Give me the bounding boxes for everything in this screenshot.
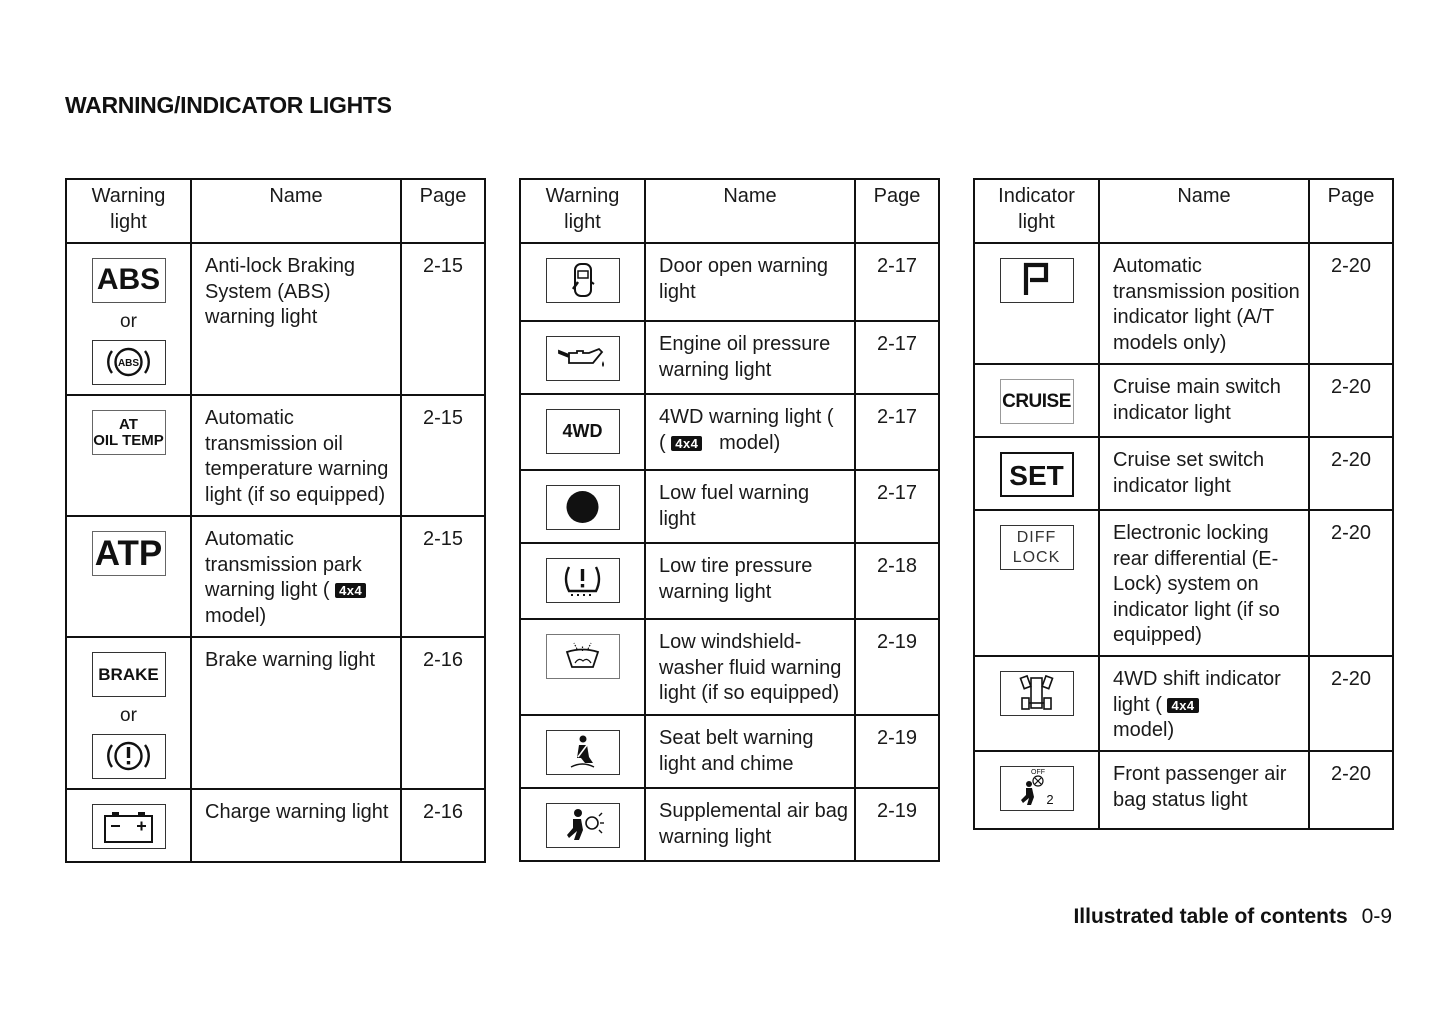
row-name: 4WD warning light ( ( 4x4 model) xyxy=(645,394,855,470)
row-name: Automatic transmission position indicator light (A/T models only) xyxy=(1099,243,1309,364)
table-header-row xyxy=(66,179,485,243)
header-name: Name xyxy=(1099,179,1309,243)
header-name: Name xyxy=(645,179,855,243)
row-name: Supplemental air bag warning light xyxy=(645,788,855,861)
table-row xyxy=(974,656,1393,751)
door-open-icon xyxy=(546,258,620,303)
row-name: Automatic transmission oil temperature warning light (if so equipped) xyxy=(191,395,401,516)
table-row xyxy=(520,394,939,470)
abs-icon: ABS xyxy=(92,258,166,303)
table-row xyxy=(974,437,1393,510)
row-name: Front passenger air bag status light xyxy=(1099,751,1309,829)
row-page: 2-15 xyxy=(401,243,485,395)
row-name: Seat belt warning light and chime xyxy=(645,715,855,788)
icon-cell xyxy=(974,510,1099,656)
table-row xyxy=(974,510,1393,656)
row-name: Low tire pressure warning light xyxy=(645,543,855,619)
row-name: Engine oil pressure warning light xyxy=(645,321,855,394)
table-row xyxy=(66,789,485,862)
row-page: 2-18 xyxy=(855,543,939,619)
row-page: 2-20 xyxy=(1309,437,1393,510)
table-row xyxy=(520,470,939,543)
tire-pressure-icon xyxy=(546,558,620,603)
table-row xyxy=(974,751,1393,829)
diff-lock-icon: DIFF LOCK xyxy=(1000,525,1074,570)
row-page: 2-15 xyxy=(401,395,485,516)
4wd-shift-icon xyxy=(1000,671,1074,716)
header-page: Page xyxy=(855,179,939,243)
icon-cell xyxy=(66,516,191,637)
washer-fluid-icon xyxy=(546,634,620,679)
row-page: 2-19 xyxy=(855,619,939,715)
row-page: 2-19 xyxy=(855,788,939,861)
icon-cell xyxy=(520,394,645,470)
icon-cell xyxy=(520,321,645,394)
set-icon: SET xyxy=(1000,452,1074,497)
table-row xyxy=(66,637,485,789)
row-name: Brake warning light xyxy=(191,637,401,789)
row-name: Anti-lock Braking System (ABS) warning light xyxy=(191,243,401,395)
warning-lights-table-2 xyxy=(519,178,940,862)
row-page: 2-20 xyxy=(1309,751,1393,829)
4x4-badge-icon: 4x4 xyxy=(671,436,702,451)
passenger-airbag-off-icon xyxy=(1000,766,1074,811)
icon-cell xyxy=(974,364,1099,437)
row-name: Cruise main switch indicator light xyxy=(1099,364,1309,437)
table-header-row xyxy=(520,179,939,243)
table-row xyxy=(520,788,939,861)
park-p-icon xyxy=(1000,258,1074,303)
row-name: Low fuel warning light xyxy=(645,470,855,543)
row-page: 2-16 xyxy=(401,637,485,789)
warning-lights-table-1 xyxy=(65,178,486,863)
table-row xyxy=(520,243,939,321)
row-page: 2-19 xyxy=(855,715,939,788)
at-oil-temp-icon: AT OIL TEMP xyxy=(92,410,166,455)
row-page: 2-16 xyxy=(401,789,485,862)
icon-cell xyxy=(520,619,645,715)
row-page: 2-17 xyxy=(855,470,939,543)
icon-cell xyxy=(520,715,645,788)
icon-cell xyxy=(520,543,645,619)
row-page: 2-20 xyxy=(1309,656,1393,751)
seat-belt-icon xyxy=(546,730,620,775)
header-indicator-light: Indicator light xyxy=(974,179,1099,243)
icon-cell xyxy=(520,788,645,861)
row-name: Cruise set switch indicator light xyxy=(1099,437,1309,510)
icon-cell xyxy=(974,656,1099,751)
footer-section-title: Illustrated table of contents xyxy=(1073,905,1348,928)
header-name: Name xyxy=(191,179,401,243)
header-warning-light: Warning light xyxy=(520,179,645,243)
table-row xyxy=(66,243,485,395)
low-fuel-icon xyxy=(546,485,620,530)
row-name: Low windshield-washer fluid warning light (if so equipped) xyxy=(645,619,855,715)
table-row xyxy=(66,516,485,637)
icon-cell xyxy=(974,437,1099,510)
table-row xyxy=(974,243,1393,364)
icon-cell xyxy=(974,243,1099,364)
row-page: 2-17 xyxy=(855,321,939,394)
row-name: Charge warning light xyxy=(191,789,401,862)
row-page: 2-17 xyxy=(855,394,939,470)
header-page: Page xyxy=(1309,179,1393,243)
icon-cell xyxy=(66,243,191,395)
header-page: Page xyxy=(401,179,485,243)
icon-cell xyxy=(66,395,191,516)
icon-cell xyxy=(66,637,191,789)
brake-text-icon: BRAKE xyxy=(92,652,166,697)
abs-circle-icon xyxy=(92,340,166,385)
table-row xyxy=(66,395,485,516)
or-separator: or xyxy=(120,705,137,726)
table-row xyxy=(520,619,939,715)
battery-icon xyxy=(92,804,166,849)
icon-cell xyxy=(520,243,645,321)
icon-cell xyxy=(66,789,191,862)
row-page: 2-20 xyxy=(1309,510,1393,656)
airbag-icon xyxy=(546,803,620,848)
row-page: 2-15 xyxy=(401,516,485,637)
cruise-icon: CRUISE xyxy=(1000,379,1074,424)
row-name: Electronic locking rear differential (E-Lock) system on indicator light (if so equipped) xyxy=(1099,510,1309,656)
off-label: OFF xyxy=(1030,769,1045,776)
4x4-badge-icon: 4x4 xyxy=(335,583,366,598)
table-row xyxy=(520,543,939,619)
table-header-row xyxy=(974,179,1393,243)
seat-number-label: 2 xyxy=(1045,792,1054,807)
icon-cell xyxy=(974,751,1099,829)
atp-icon: ATP xyxy=(92,531,166,576)
header-warning-light: Warning light xyxy=(66,179,191,243)
oil-can-icon xyxy=(546,336,620,381)
row-page: 2-20 xyxy=(1309,364,1393,437)
4wd-icon: 4WD xyxy=(546,409,620,454)
table-row xyxy=(520,321,939,394)
table-row xyxy=(520,715,939,788)
icon-cell xyxy=(520,470,645,543)
table-row xyxy=(974,364,1393,437)
brake-circle-icon xyxy=(92,734,166,779)
row-page: 2-20 xyxy=(1309,243,1393,364)
or-separator: or xyxy=(120,311,137,332)
row-name: 4WD shift indicator light ( 4x4 model) xyxy=(1099,656,1309,751)
svg-text:ABS: ABS xyxy=(117,357,139,369)
indicator-lights-table xyxy=(973,178,1394,830)
row-name: Automatic transmission park warning light ( 4x4 model) xyxy=(191,516,401,637)
page-title: WARNING/INDICATOR LIGHTS xyxy=(65,92,392,118)
row-name: Door open warning light xyxy=(645,243,855,321)
footer-page-number: 0-9 xyxy=(1361,905,1392,928)
page-footer xyxy=(1073,905,1392,929)
4x4-badge-icon: 4x4 xyxy=(1167,698,1198,713)
row-page: 2-17 xyxy=(855,243,939,321)
